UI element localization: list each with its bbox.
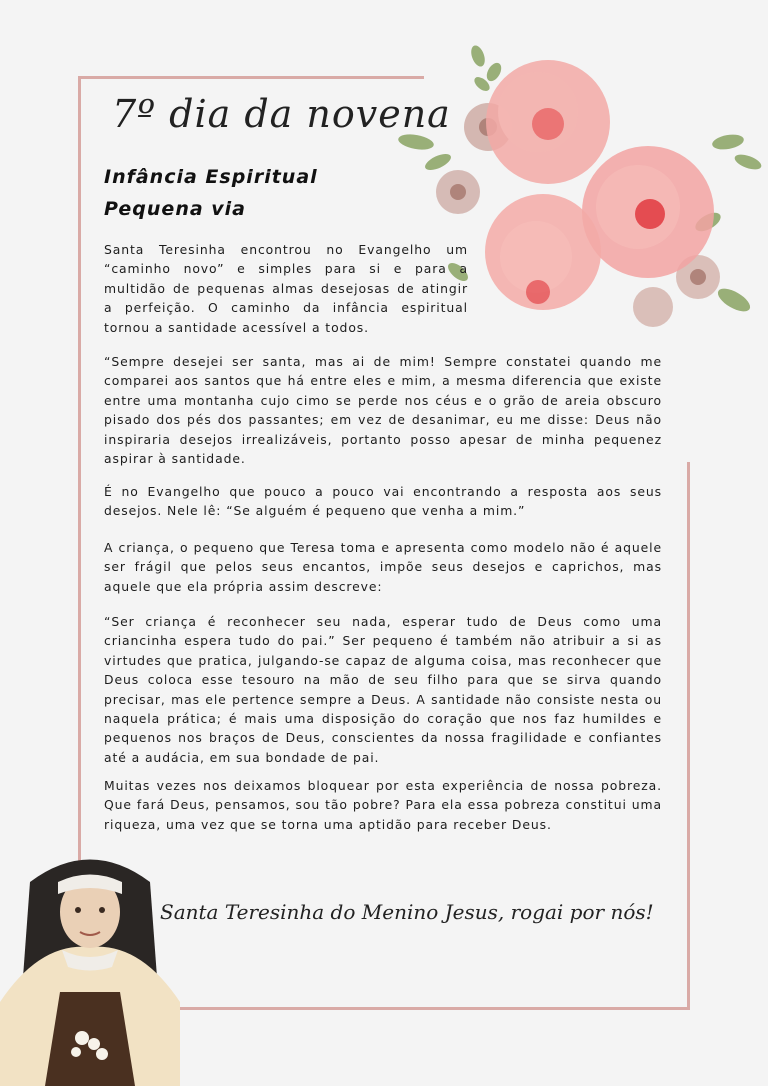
paragraph-5: “Ser criança é reconhecer seu nada, esperar tudo de Deus como uma criancinha espera tudo do pai.” Ser pequeno é também não atribuir a si as virtudes que pratica, julgando-se capaz de alguma coisa, mas reconhecer que Deus coloca esse tesouro na mão de seu filho para que se sirva quando precisar, mas ele pertence sempre a Deus. A santidade não consiste nesta ou naquela prática; é mais uma disposição do coração que nos faz humildes e pequenos nos braços de Deus, conscientes da nossa fragilidade e confiantes até a audácia, em sua bondade de pai. <box>104 614 662 765</box>
subtitle-infancia-espiritual: Infância Espiritual <box>104 166 318 188</box>
paragraph-3: É no Evangelho que pouco a pouco vai encontrando a resposta aos seus desejos. Nele lê: “Se alguém é pequeno que venha a mim.” <box>104 484 662 519</box>
paragraph-4: A criança, o pequeno que Teresa toma e apresenta como modelo não é aquele ser frágil que pelos seus encantos, impõe seus desejos e caprichos, mas aquele que ela própria assim descreve: <box>104 540 662 594</box>
paragraph-1: Santa Teresinha encontrou no Evangelho um “caminho novo” e simples para si e para a multidão de pequenas almas desejosas de atingir a perfeição. O caminho da infância espiritual tornou a santidade acessível a todos. <box>104 242 468 335</box>
frame-right-border <box>687 462 690 1010</box>
frame-left-border <box>78 76 81 866</box>
subtitle-pequena-via: Pequena via <box>104 198 246 220</box>
paragraph-2: “Sempre desejei ser santa, mas ai de mim! Sempre constatei quando me comparei aos santos que há entre eles e mim, a mesma diferencia que existe entre uma montanha cujo cimo se perde nos céus e o grão de areia obscuro pisado dos pés dos passantes; em vez de desanimar, eu me disse: Deus não inspiraria desejos irrealizáveis, portanto posso apesar de minha pequenez aspirar à santidade. <box>104 354 662 467</box>
closing-prayer: Santa Teresinha do Menino Jesus, rogai por nós! <box>160 900 654 924</box>
page-title: 7º dia da novena <box>112 92 451 136</box>
paragraph-6: Muitas vezes nos deixamos bloquear por esta experiência de nossa pobreza. Que fará Deus, pensamos, sou tão pobre? Para ela essa pobreza constitui uma riqueza, uma vez que se torna uma aptidão para receber Deus. <box>104 778 662 832</box>
frame-bottom-border <box>150 1007 690 1010</box>
frame-top-border <box>78 76 424 79</box>
saint-therese-portrait <box>0 842 180 1086</box>
